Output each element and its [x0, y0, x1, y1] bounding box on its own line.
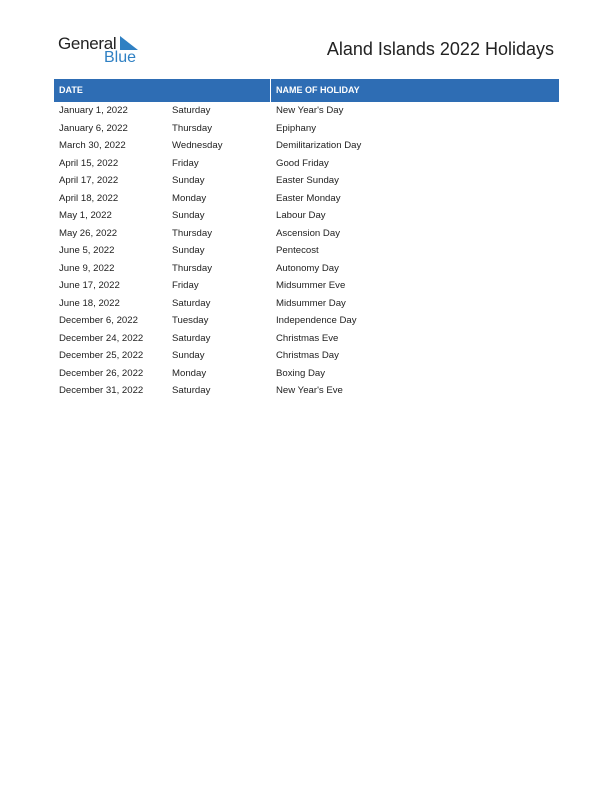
table-row [54, 155, 559, 173]
holiday-table [54, 79, 559, 400]
row-holiday-name: Christmas Day [276, 350, 339, 361]
row-date: December 31, 2022 [59, 385, 144, 396]
row-date: June 5, 2022 [59, 245, 115, 256]
row-weekday: Thursday [172, 227, 212, 239]
row-date: April 18, 2022 [59, 192, 119, 204]
row-holiday-name: Epiphany [276, 122, 317, 134]
row-weekday: Monday [172, 367, 207, 379]
row-date: December 6, 2022 [59, 315, 138, 326]
table-row [54, 365, 559, 383]
row-holiday-name: Boxing Day [276, 367, 326, 379]
row-weekday: Thursday [172, 262, 212, 274]
row-date: May 1, 2022 [59, 210, 112, 221]
table-row [54, 102, 559, 120]
row-holiday-name: Independence Day [276, 315, 357, 326]
logo-word-general: General [58, 34, 117, 53]
row-date: May 26, 2022 [59, 227, 118, 239]
row-holiday-name: Easter Monday [276, 192, 341, 204]
row-weekday: Friday [172, 280, 199, 291]
table-row [54, 330, 559, 348]
row-holiday-name: New Year's Day [276, 105, 344, 116]
row-holiday-name: Demilitarization Day [276, 140, 362, 151]
table-row [54, 225, 559, 243]
table-row [54, 137, 559, 155]
row-holiday-name: New Year's Eve [276, 385, 343, 396]
table-row [54, 207, 559, 225]
row-weekday: Sunday [172, 175, 205, 186]
table-row [54, 382, 559, 400]
row-holiday-name: Christmas Eve [276, 332, 339, 344]
logo-triangle-icon [120, 36, 138, 50]
row-date: June 17, 2022 [59, 280, 120, 291]
table-row [54, 120, 559, 138]
row-date: December 24, 2022 [59, 332, 144, 344]
row-weekday: Friday [172, 157, 199, 169]
table-row [54, 295, 559, 313]
row-weekday: Sunday [172, 210, 205, 221]
table-header [54, 79, 559, 102]
row-date: December 25, 2022 [59, 350, 144, 361]
row-weekday: Monday [172, 192, 207, 204]
row-weekday: Tuesday [172, 315, 209, 326]
table-row [54, 312, 559, 330]
row-holiday-name: Ascension Day [276, 227, 340, 239]
table-row [54, 172, 559, 190]
row-date: April 17, 2022 [59, 175, 119, 186]
table-row [54, 277, 559, 295]
header-holiday-name: NAME OF HOLIDAY [271, 79, 559, 102]
row-weekday: Saturday [172, 385, 211, 396]
row-date: April 15, 2022 [59, 157, 119, 169]
table-row [54, 347, 559, 365]
header-date: DATE [54, 79, 270, 102]
row-date: December 26, 2022 [59, 367, 144, 379]
row-holiday-name: Good Friday [276, 157, 329, 169]
row-date: January 6, 2022 [59, 122, 128, 134]
row-weekday: Saturday [172, 105, 211, 116]
row-weekday: Wednesday [172, 140, 223, 151]
row-holiday-name: Autonomy Day [276, 262, 339, 274]
row-date: June 9, 2022 [59, 262, 115, 274]
row-holiday-name: Easter Sunday [276, 175, 339, 186]
logo-word-blue: Blue [104, 49, 137, 66]
row-weekday: Thursday [172, 122, 212, 134]
row-holiday-name: Labour Day [276, 210, 326, 221]
table-row [54, 190, 559, 208]
table-body [54, 102, 559, 400]
row-date: March 30, 2022 [59, 140, 126, 151]
row-weekday: Saturday [172, 297, 211, 309]
row-weekday: Saturday [172, 332, 211, 344]
table-row [54, 242, 559, 260]
row-date: January 1, 2022 [59, 105, 128, 116]
row-holiday-name: Pentecost [276, 245, 319, 256]
generalblue-logo [58, 34, 148, 68]
row-weekday: Sunday [172, 245, 205, 256]
page-title: Aland Islands 2022 Holidays [326, 39, 554, 59]
row-holiday-name: Midsummer Day [276, 297, 346, 309]
row-date: June 18, 2022 [59, 297, 120, 309]
row-holiday-name: Midsummer Eve [276, 280, 346, 291]
table-row [54, 260, 559, 278]
row-weekday: Sunday [172, 350, 205, 361]
